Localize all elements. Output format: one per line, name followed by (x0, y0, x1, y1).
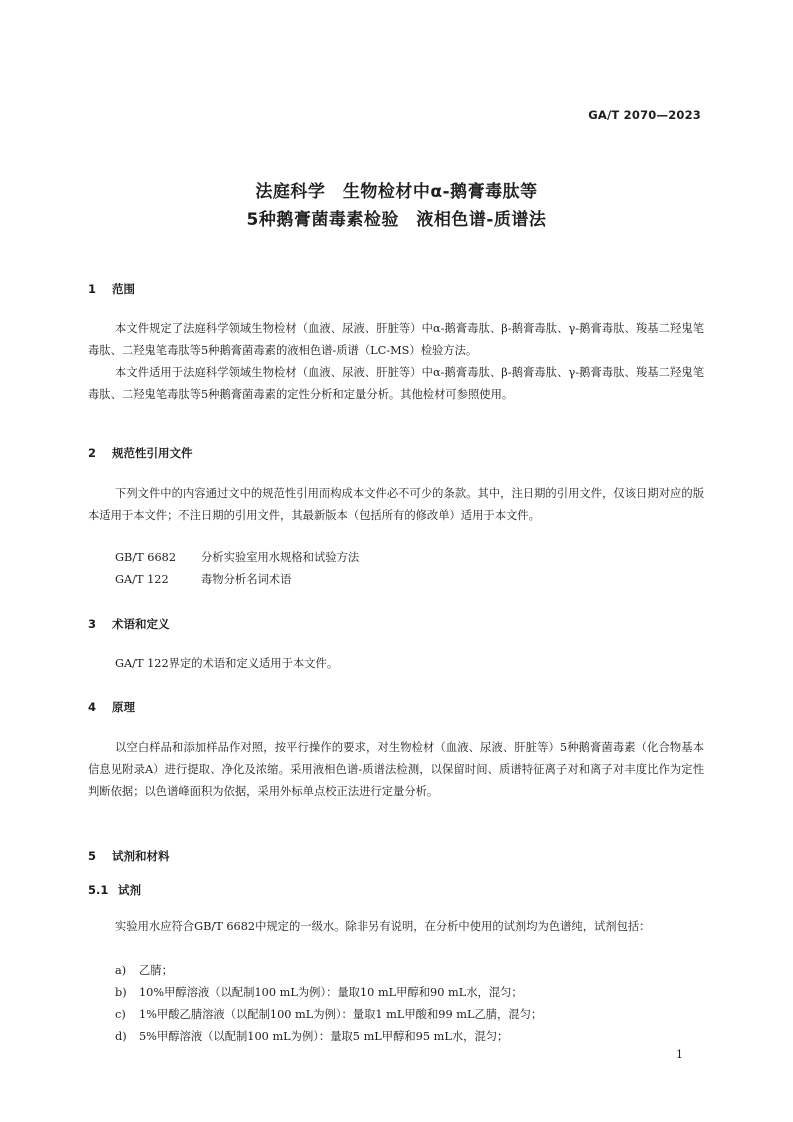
section-2-paragraph-1: 下列文件中的内容通过文中的规范性引用而构成本文件必不可少的条款。其中，注日期的引用文件，仅该日期对应的版本适用于本文件；不注日期的引用文件，其最新版本（包括所有的修改单）适用于本文件。 (88, 487, 704, 522)
list-item (115, 1006, 542, 1022)
section-4-heading (88, 699, 135, 715)
reference-title: 毒物分析名词术语 (201, 573, 292, 586)
subsection-5-1-heading (88, 882, 141, 898)
page-number: 1 (676, 1048, 683, 1061)
subsection-5-1-paragraph-1: 实验用水应符合GB/T 6682中规定的一级水。除非另有说明，在分析中使用的试剂均为色谱纯，试剂包括： (115, 920, 651, 933)
list-item (115, 962, 173, 978)
standard-number: GA/T 2070—2023 (588, 108, 701, 122)
section-2-heading (88, 445, 193, 461)
section-1-heading (88, 281, 135, 297)
reference-code: GA/T 122 (115, 573, 169, 586)
section-1-paragraph-2: 本文件适用于法庭科学领域生物检材（血液、尿液、肝脏等）中α-鹅膏毒肽、β-鹅膏毒肽、γ-鹅膏毒肽、羧基二羟鬼笔毒肽、二羟鬼笔毒肽等5种鹅膏菌毒素的定性分析和定量分析。其他检材可参照使用。 (88, 366, 704, 401)
section-number: 3 (88, 617, 97, 631)
section-number: 2 (88, 446, 97, 460)
list-text: 5%甲醇溶液（以配制100 mL为例）：量取5 mL甲醇和95 mL水，混匀； (139, 1030, 509, 1043)
section-number: 5 (88, 849, 97, 863)
section-number: 1 (88, 282, 97, 296)
reference-item (115, 571, 291, 587)
section-title: 原理 (112, 700, 135, 714)
list-marker: c) (115, 1008, 126, 1021)
list-marker: a) (115, 964, 127, 977)
document-title-line-2: 5种鹅膏菌毒素检验 液相色谱-质谱法 (246, 210, 547, 230)
section-5-heading (88, 848, 170, 864)
list-text: 乙腈； (139, 964, 173, 977)
section-title: 术语和定义 (112, 617, 170, 631)
section-4-paragraph-1: 以空白样品和添加样品作对照，按平行操作的要求，对生物检材（血液、尿液、肝脏等）5种鹅膏菌毒素（化合物基本信息见附录A）进行提取、净化及浓缩。采用液相色谱-质谱法检测，以保留时间、质谱特征离子对和离子对丰度比作为定性判断依据；以色谱峰面积为依据，采用外标单点校正法进行定量分析。 (88, 741, 704, 798)
list-text: 10%甲醇溶液（以配制100 mL为例）：量取10 mL甲醇和90 mL水，混匀； (139, 986, 523, 999)
list-marker: b) (115, 986, 127, 999)
document-title-line-1: 法庭科学 生物检材中α-鹅膏毒肽等 (255, 182, 538, 202)
subsection-number: 5.1 (88, 883, 109, 897)
section-title: 范围 (112, 282, 135, 296)
reference-code: GB/T 6682 (115, 551, 177, 564)
section-number: 4 (88, 700, 97, 714)
section-title: 试剂和材料 (112, 849, 170, 863)
list-marker: d) (115, 1030, 127, 1043)
section-3-paragraph-1: GA/T 122界定的术语和定义适用于本文件。 (115, 657, 339, 670)
list-text: 1%甲酸乙腈溶液（以配制100 mL为例）：量取1 mL甲酸和99 mL乙腈，混匀； (139, 1008, 543, 1021)
section-3-heading (88, 616, 170, 632)
reference-title: 分析实验室用水规格和试验方法 (201, 551, 360, 564)
subsection-title: 试剂 (118, 883, 141, 897)
list-item (115, 1028, 508, 1044)
list-item (115, 984, 523, 1000)
section-1-paragraph-1: 本文件规定了法庭科学领域生物检材（血液、尿液、肝脏等）中α-鹅膏毒肽、β-鹅膏毒肽、γ-鹅膏毒肽、羧基二羟鬼笔毒肽、二羟鬼笔毒肽等5种鹅膏菌毒素的液相色谱-质谱（LC-MS）检验方法。 (88, 322, 704, 357)
section-title: 规范性引用文件 (112, 446, 193, 460)
reference-item (115, 549, 359, 565)
